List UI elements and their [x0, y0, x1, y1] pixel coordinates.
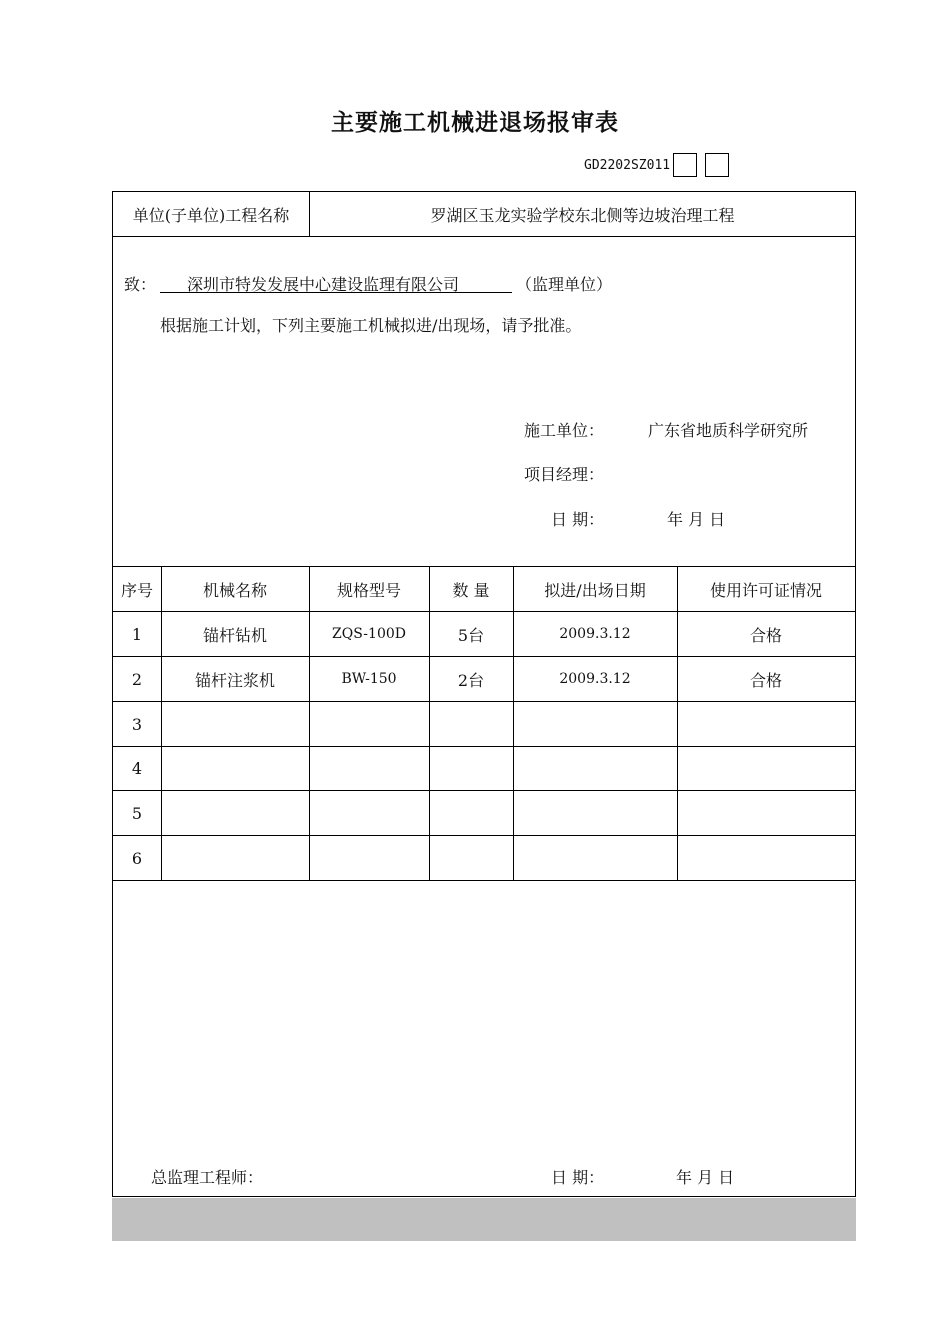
project-name-value: 罗湖区玉龙实验学校东北侧等边坡治理工程: [430, 205, 735, 225]
divider: [113, 746, 855, 747]
notice-body: 根据施工计划，下列主要施工机械拟进/出现场，请予批准。: [160, 316, 582, 335]
to-label: 致：: [124, 275, 157, 294]
approval-date-label: 日 期：: [551, 1168, 605, 1187]
header-cell: 数 量: [452, 580, 490, 600]
table-cell: 合格: [749, 625, 782, 645]
supervisor-underline: [160, 292, 512, 293]
form-title: 主要施工机械进退场报审表: [331, 109, 619, 136]
form-code-area: [584, 152, 737, 178]
code-checkbox-1[interactable]: [673, 153, 697, 177]
table-cell: BW-150: [341, 671, 397, 687]
divider: [113, 701, 855, 702]
contractor-value: 广东省地质科学研究所: [648, 421, 809, 440]
table-cell: 2: [131, 669, 143, 689]
chief-engineer-label: 总监理工程师：: [151, 1168, 264, 1187]
table-cell: 6: [131, 848, 143, 868]
divider: [113, 835, 855, 836]
contractor-label: 施工单位：: [524, 421, 605, 440]
form-code: GD2202SZ011: [584, 157, 671, 173]
header-cell: 拟进/出场日期: [544, 580, 646, 600]
supervisor-suffix: （监理单位）: [516, 275, 613, 294]
table-cell: 5: [131, 803, 143, 823]
table-cell: 锚杆钻机: [202, 625, 267, 645]
approval-date-value: 年 月 日: [676, 1168, 735, 1187]
table-cell: 4: [131, 758, 143, 778]
table-cell: 锚杆注浆机: [194, 670, 275, 690]
header-cell: 机械名称: [202, 580, 267, 600]
table-cell: 3: [131, 714, 143, 734]
table-cell: 2009.3.12: [559, 671, 631, 687]
table-cell: 2009.3.12: [559, 626, 631, 642]
notice-date-label: 日 期：: [551, 510, 605, 529]
header-cell: 使用许可证情况: [709, 580, 822, 600]
header-cell: 规格型号: [336, 580, 401, 600]
table-cell: 1: [131, 624, 143, 644]
divider: [113, 790, 855, 791]
divider: [113, 236, 855, 237]
supervisor-company: 深圳市特发发展中心建设监理有限公司: [187, 275, 460, 294]
notice-date-value: 年 月 日: [667, 510, 726, 529]
table-cell: 合格: [749, 670, 782, 690]
header-cell: 序号: [120, 580, 153, 600]
divider: [113, 880, 855, 881]
table-cell: 5台: [457, 625, 485, 645]
code-checkbox-2[interactable]: [705, 153, 729, 177]
table-cell: ZQS-100D: [332, 626, 406, 642]
footer-shaded-bar: [112, 1198, 856, 1241]
table-cell: 2台: [457, 670, 485, 690]
project-name-label: 单位(子单位)工程名称: [132, 205, 290, 225]
report-form: [112, 191, 856, 1197]
manager-label: 项目经理：: [524, 465, 605, 484]
